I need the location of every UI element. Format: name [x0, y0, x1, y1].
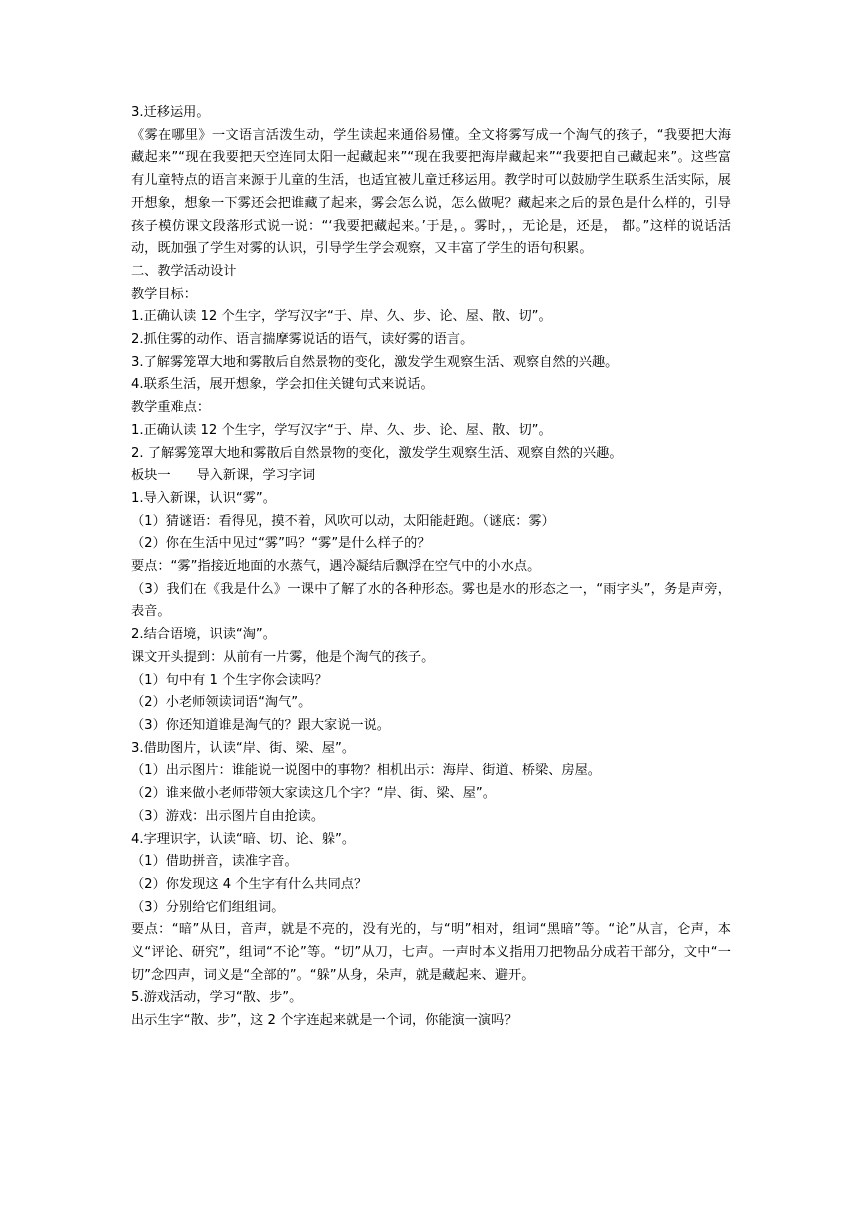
body-text: 出示生字“散、步”，这 2 个字连起来就是一个词，你能演一演吗？ — [131, 1013, 518, 1029]
paragraph-text: 。雾时， — [460, 218, 509, 234]
step-heading: 4.字理识字，认读“暗、切、论、躲”。 — [131, 831, 356, 847]
list-item: （1）借助拼音，读准字音。 — [131, 854, 298, 870]
step-heading: 3.借助图片，认读“岸、街、梁、屋”。 — [131, 740, 356, 756]
goal-item: 1.正确认读 12 个生字，学写汉字“于、岸、久、步、论、屋、散、切”。 — [131, 309, 552, 325]
block-label: 板块一 — [131, 468, 171, 484]
paragraph-text: ，无论是 — [508, 218, 563, 234]
goal-item: 4.联系生活，展开想象，学会扣住关键句式来说话。 — [131, 377, 434, 393]
paragraph-text: ， — [603, 218, 618, 234]
paragraph-text: ，还是 — [562, 218, 604, 234]
list-item: （3）游戏：出示图片自由抢读。 — [131, 808, 325, 824]
paragraph-intro — [131, 125, 731, 261]
block-title: 导入新课，学习字词 — [196, 468, 316, 484]
step-heading: 5.游戏活动，学习“散、步”。 — [131, 990, 303, 1006]
list-item: （3）分别给它们组组词。 — [131, 899, 285, 915]
block-heading — [131, 465, 731, 488]
list-item: （3）你还知道谁是淘气的？跟大家说一说。 — [131, 717, 390, 733]
goal-item: 3.了解雾笼罩大地和雾散后自然景物的变化，激发学生观察生活、观察自然的兴趣。 — [131, 354, 619, 370]
body-text: 课文开头提到：从前有一片雾，他是个淘气的孩子。 — [131, 649, 435, 665]
key-point-item: 1.正确认读 12 个生字，学写汉字“于、岸、久、步、论、屋、散、切”。 — [131, 422, 552, 438]
paragraph-text: 。”这样的说话活动，既加强了学生对雾的认识，引导学生学会观察，又丰富了学生的语句积累。 — [131, 218, 732, 257]
list-item: （2）你发现这 4 个生字有什么共同点？ — [131, 876, 368, 892]
list-item: （1）猜谜语：看得见，摸不着，风吹可以动，太阳能赶跑。（谜底：雾） — [131, 513, 555, 529]
list-item-paragraph: （3）我们在《我是什么》一课中了解了水的各种形态。雾也是水的形态之一，“雨字头”，务是声旁，表音。 — [131, 581, 731, 620]
goal-item: 2.抓住雾的动作、语言揣摩雾说话的语气，读好雾的语言。 — [131, 332, 474, 348]
subheading-key-points: 教学重难点： — [131, 400, 211, 416]
note-text: 要点：“雾”指接近地面的水蒸气，遇冷凝结后飘浮在空气中的小水点。 — [131, 559, 541, 575]
step-heading: 2.结合语境，识读“淘”。 — [131, 627, 276, 643]
paragraph-text: 都 — [621, 218, 636, 234]
note-paragraph: 要点：“暗”从日，音声，就是不亮的，没有光的，与“明”相对，组词“黑暗”等。“论”从言，仑声，本义“评论、研究”，组词“不论”等。“切”从刀，七声。一声时本义指用刀把物品分成若干部分，文中“一切”念四声，词义是“全部的”。“躲”从身，朵声，就是藏起来、避开。 — [131, 922, 731, 983]
document-page — [131, 102, 731, 1033]
list-item: （1）出示图片：谁能说一说图中的事物？相机出示：海岸、街道、桥梁、房屋。 — [131, 763, 601, 779]
subheading-goals: 教学目标： — [131, 286, 197, 302]
heading-transfer: 3.迁移运用。 — [131, 105, 210, 120]
list-item: （1）句中有 1 个生字你会读吗？ — [131, 672, 328, 688]
paragraph-text: 《雾在哪里》一文语言活泼生动，学生读起来通俗易懂。全文将雾写成一个淘气的孩子，“我要把大海藏起来”“现在我要把天空连同太阳一起藏起来”“现在我要把海岸藏起来”“我要把自己藏起来”。这些富有儿童特点的语言来源于儿童的生活，也适宜被儿童迁移运用。教学时可以鼓励学生联系生活实际，展开想象，想象一下雾还会把谁藏了起来，雾会怎么说，怎么做呢？藏起来之后的景色是什么样的，引导孩子模仿课文段落形式说一说：“‘我要把藏起来。’于是， — [131, 127, 731, 234]
list-item: （2）谁来做小老师带领大家读这几个字？“岸、街、梁、屋”。 — [131, 786, 496, 802]
section-heading: 二、教学活动设计 — [131, 263, 237, 279]
key-point-item: 2. 了解雾笼罩大地和雾散后自然景物的变化，激发学生观察生活、观察自然的兴趣。 — [131, 445, 623, 461]
list-item: （2）小老师领读词语“淘气”。 — [131, 695, 312, 711]
list-item: （2）你在生活中见过“雾”吗？“雾”是什么样子的？ — [131, 536, 431, 552]
step-heading: 1.导入新课，认识“雾”。 — [131, 490, 276, 506]
